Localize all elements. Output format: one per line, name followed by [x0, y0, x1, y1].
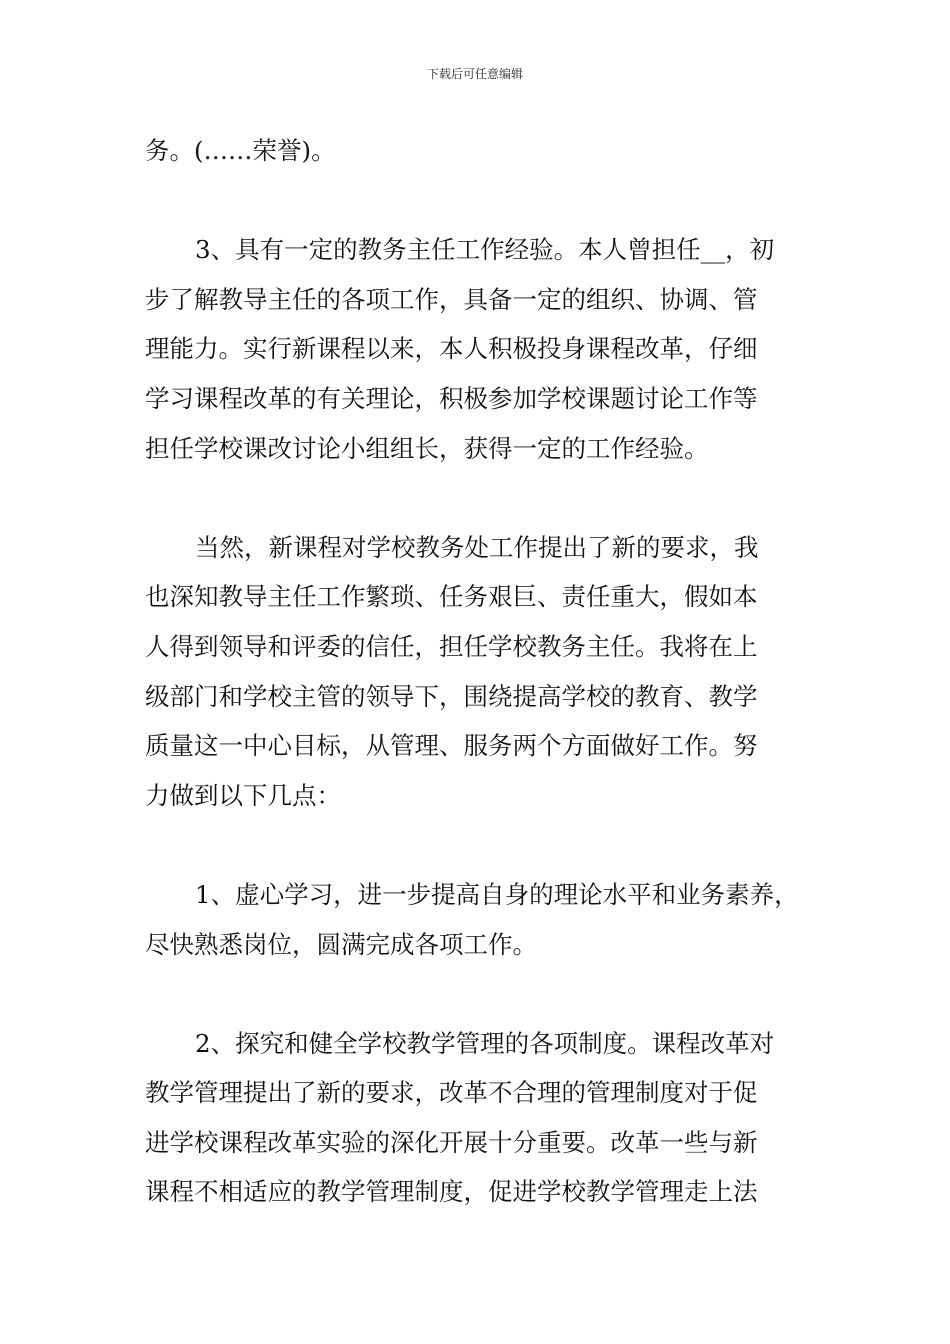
text-line: 力做到以下几点： [145, 780, 341, 810]
text-line: 理能力。实行新课程以来，本人积极投身课程改革，仔细 [145, 334, 758, 364]
text-line: 课程不相适应的教学管理制度，促进学校教学管理走上法 [145, 1177, 758, 1207]
page-header: 下载后可任意编辑 [426, 67, 523, 81]
paragraph-item-1 [145, 870, 815, 969]
text-line: 步了解教导主任的各项工作，具备一定的组织、协调、管 [145, 284, 758, 314]
text-line: 级部门和学校主管的领导下，围绕提高学校的教育、教学 [145, 681, 758, 711]
text-line: 质量这一中心目标，从管理、服务两个方面做好工作。努 [145, 731, 758, 761]
text-line: 人得到领导和评委的信任，担任学校教务主任。我将在上 [145, 631, 758, 661]
text-line: 3、具有一定的教务主任工作经验。本人曾担任__，初 [195, 235, 775, 265]
document-body [145, 126, 815, 1217]
text-line: 2、探究和健全学校教学管理的各项制度。课程改革对 [195, 1028, 775, 1058]
text-line: 务。(……荣誉)。 [145, 136, 336, 165]
text-line: 当然，新课程对学校教务处工作提出了新的要求，我 [195, 532, 759, 562]
text-line: 担任学校课改讨论小组组长，获得一定的工作经验。 [145, 433, 709, 463]
paragraph-item-2 [145, 1019, 815, 1217]
paragraph-continuation [145, 126, 815, 176]
text-line: 也深知教导主任工作繁琐、任务艰巨、责任重大，假如本 [145, 582, 758, 612]
text-line: 1、虚心学习，进一步提高自身的理论水平和业务素养， [195, 879, 799, 909]
text-line: 尽快熟悉岗位，圆满完成各项工作。 [145, 929, 537, 959]
paragraph-item-3 [145, 225, 815, 473]
paragraph-intro [145, 523, 815, 821]
text-line: 进学校课程改革实验的深化开展十分重要。改革一些与新 [145, 1127, 758, 1157]
text-line: 教学管理提出了新的要求，改革不合理的管理制度对于促 [145, 1078, 758, 1108]
text-line: 学习课程改革的有关理论，积极参加学校课题讨论工作等 [145, 383, 758, 413]
